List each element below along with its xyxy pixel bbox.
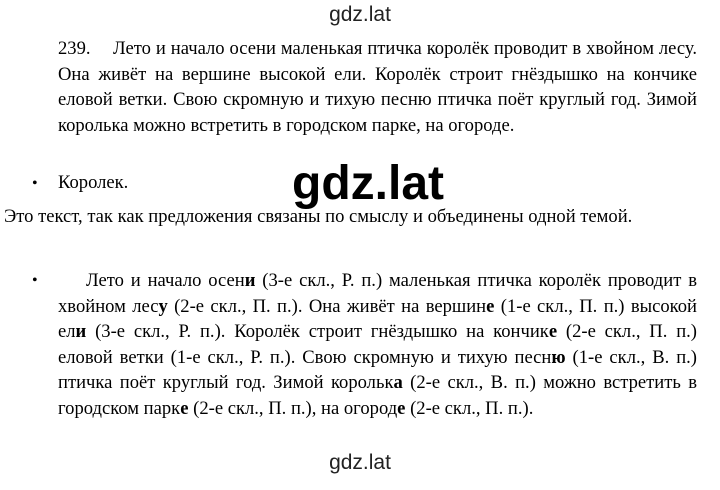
analysis-text: (3-е скл., Р. п.) маленькая птичка королёк проводит в хвойном лес xyxy=(58,270,697,317)
title-list-item xyxy=(32,170,128,197)
bullet-icon: • xyxy=(32,272,38,289)
watermark-bottom: gdz.lat xyxy=(329,451,391,474)
watermark-top: gdz.lat xyxy=(329,3,391,26)
analysis-text: (2-е скл., В. п.) можно встретить в городском парк xyxy=(58,372,697,419)
explanation-paragraph: Это текст, так как предложения связаны по смыслу и объединены одной темой. xyxy=(4,206,633,227)
bold-ending: и xyxy=(244,270,256,291)
analysis-text: (1-е скл., П. п.) высокой ел xyxy=(58,295,697,343)
title-text: Королек. xyxy=(58,172,129,193)
analysis-text: (2-е скл., П. п.). Она живёт на вершин xyxy=(167,295,487,317)
exercise-paragraph xyxy=(58,36,697,138)
analysis-text: (2-е скл., П. п.). xyxy=(405,397,534,419)
bold-ending: и xyxy=(75,321,87,343)
analysis-paragraph xyxy=(58,268,697,422)
bold-ending: е xyxy=(180,397,189,419)
bold-ending: е xyxy=(548,321,558,343)
analysis-text: (3-е скл., Р. п.). Королёк строит гнёздышко на кончик xyxy=(86,321,549,343)
analysis-text: (1-е скл., В. п.) птичка поёт круглый год. Зимой корольк xyxy=(58,346,697,394)
analysis-text: (2-е скл., П. п.) еловой ветки (1-е скл., Р. п.). Свою скромную и тихую песн xyxy=(58,321,697,368)
analysis-text: Лето и начало осен xyxy=(86,270,245,291)
bold-ending: е xyxy=(486,295,495,317)
bold-ending: ю xyxy=(551,346,566,368)
bullet-icon: • xyxy=(32,175,38,192)
bold-ending: у xyxy=(158,295,168,317)
exercise-number: 239. xyxy=(58,38,91,59)
exercise-text: Лето и начало осени маленькая птичка королёк проводит в хвойном лесу. Она живёт на вершине высокой ели. Королёк строит гнёздышко на кончике еловой ветки. Свою скромную и тихую песню птичка поёт круглый год. Зимой королька можно встретить в городском парке, на огороде. xyxy=(58,38,697,136)
bold-ending: е xyxy=(397,397,406,419)
watermark-middle: gdz.lat xyxy=(292,157,444,210)
analysis-text: (2-е скл., П. п.), на огород xyxy=(188,397,398,419)
bold-ending: а xyxy=(393,372,403,394)
